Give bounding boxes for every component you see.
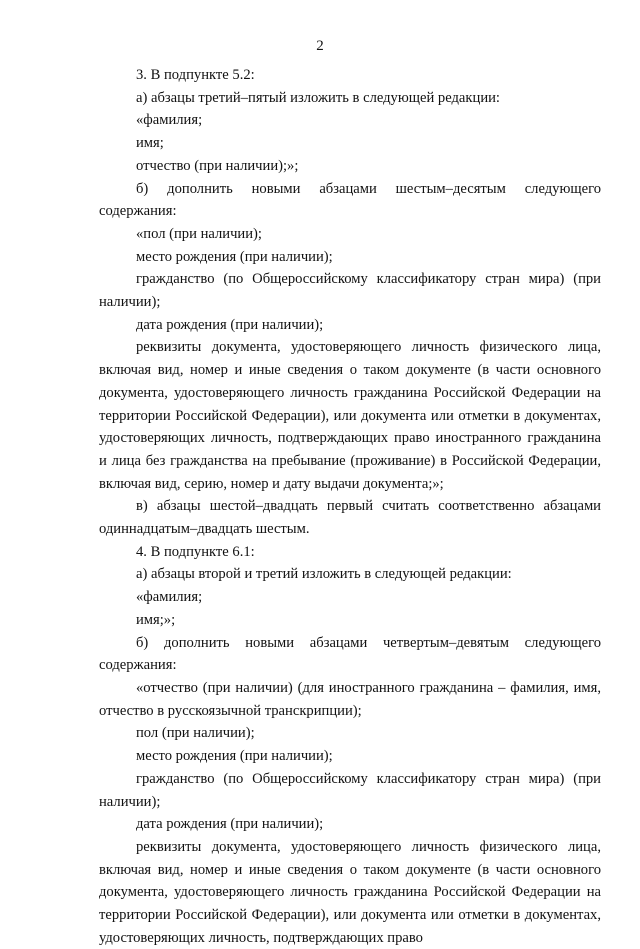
- paragraph: «фамилия;: [136, 589, 203, 606]
- paragraph: «пол (при наличии);: [136, 225, 262, 242]
- paragraph: б) дополнить новыми абзацами четвертым–девятым следующего содержания:: [99, 634, 601, 674]
- paragraph: имя;: [136, 135, 164, 152]
- document-body: [99, 64, 601, 949]
- paragraph-3-heading: 3. В подпункте 5.2:: [136, 67, 255, 83]
- paragraph: место рождения (при наличии);: [136, 748, 333, 765]
- paragraph: имя;»;: [136, 611, 176, 628]
- paragraph: гражданство (по Общероссийскому классификатору стран мира) (при наличии);: [99, 770, 601, 810]
- paragraph: дата рождения (при наличии);: [136, 816, 324, 833]
- paragraph: «фамилия;: [136, 112, 203, 129]
- paragraph: а) абзацы второй и третий изложить в следующей редакции:: [136, 566, 512, 583]
- paragraph: реквизиты документа, удостоверяющего личность физического лица, включая вид, номер и иные сведения о таком документе (в части основного документа, удостоверяющего личность гражданина Российской Федерации на территории Российской Федерации), или документа или отметки в документах, удостоверяющих личность, подтверждающих право: [99, 838, 601, 946]
- paragraph: гражданство (по Общероссийскому классификатору стран мира) (при наличии);: [99, 271, 601, 311]
- paragraph: реквизиты документа, удостоверяющего личность физического лица, включая вид, номер и иные сведения о таком документе (в части основного документа, удостоверяющего личность гражданина Российской Федерации на территории Российской Федерации), или документа или отметки в документах, удостоверяющих личность, подтверждающих право иностранного гражданина и лица без гражданства на пребывание (проживание) в Российской Федерации, включая вид, серию, номер и дату выдачи документа;»;: [99, 339, 601, 492]
- page-number: 2: [316, 38, 324, 54]
- paragraph: «отчество (при наличии) (для иностранного гражданина – фамилия, имя, отчество в русскоязычной транскрипции);: [99, 679, 601, 719]
- paragraph: а) абзацы третий–пятый изложить в следующей редакции:: [136, 89, 500, 106]
- paragraph: отчество (при наличии);»;: [136, 157, 299, 174]
- paragraph-4-heading: 4. В подпункте 6.1:: [136, 543, 255, 560]
- paragraph: место рождения (при наличии);: [136, 248, 333, 265]
- paragraph: в) абзацы шестой–двадцать первый считать соответственно абзацами одиннадцатым–двадцать шестым.: [99, 498, 601, 538]
- paragraph: пол (при наличии);: [136, 725, 255, 742]
- paragraph: дата рождения (при наличии);: [136, 316, 324, 333]
- paragraph: б) дополнить новыми абзацами шестым–десятым следующего содержания:: [99, 180, 601, 220]
